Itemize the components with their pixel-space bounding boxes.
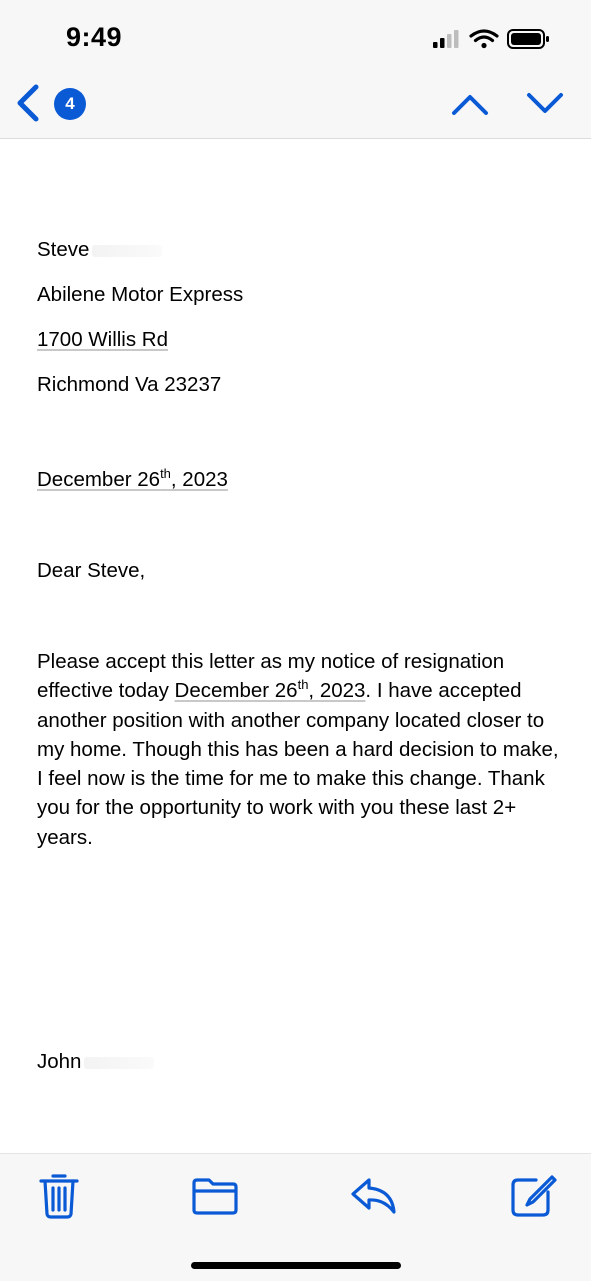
top-navigation-bar [0,0,591,139]
paragraph-text-end: . I have accepted another position with another company located closer to my home. Though this has been a hard decision to make, I feel now is the time for me to make this change. Thank you for the opportunity to work with you these last 2+ years. [37,679,559,849]
unread-count-badge: 4 [54,88,86,120]
address-city: Richmond Va 23237 [37,373,222,396]
redacted-text [92,245,162,257]
redacted-text [84,1057,154,1069]
salutation: Dear Steve, [37,559,146,582]
date-ordinal: th [160,466,171,481]
paragraph-date-year: , 2023 [308,679,366,703]
chevron-down-icon[interactable] [524,86,566,120]
recipient-name: Steve [37,238,90,261]
paragraph-date-link[interactable] [175,679,366,702]
folder-icon[interactable] [189,1170,241,1222]
paragraph-date-ordinal: th [297,677,309,693]
paragraph-text-start: Please accept this letter as my notice of resignation effective today [37,650,505,703]
status-time: 9:49 [66,22,123,52]
signature-line [37,1047,154,1076]
wifi-icon [471,31,497,48]
recipient-name-line [37,235,162,264]
chevron-left-icon[interactable] [12,82,42,124]
battery-icon [508,30,549,48]
date-year: , 2023 [170,468,228,491]
letter-body [0,138,591,1153]
status-icons [433,27,553,51]
letter-paragraph [37,647,567,852]
chevron-up-icon[interactable] [450,86,490,120]
letter-date[interactable] [37,465,228,494]
reply-icon[interactable] [348,1170,400,1222]
home-indicator[interactable] [191,1262,401,1269]
trash-icon[interactable] [33,1170,85,1222]
recipient-company: Abilene Motor Express [37,283,244,306]
paragraph-date-day: December 26 [174,679,298,703]
address-street[interactable]: 1700 Willis Rd [37,328,169,351]
date-day: December 26 [37,468,161,491]
signature: John [37,1050,82,1073]
cellular-signal-icon [433,30,459,48]
compose-icon[interactable] [506,1170,558,1222]
